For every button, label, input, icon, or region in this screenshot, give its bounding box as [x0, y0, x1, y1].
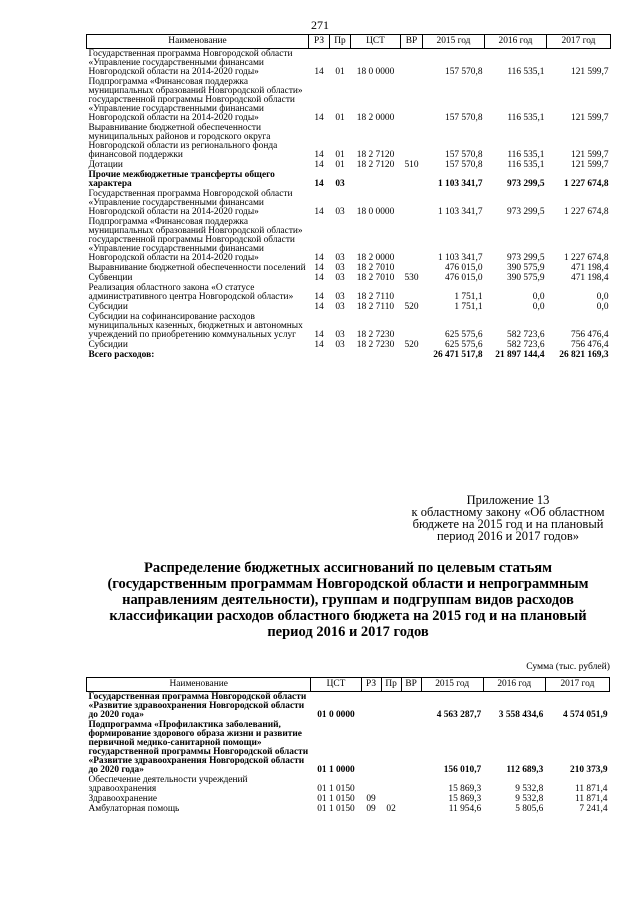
header-vr: ВР — [401, 678, 421, 692]
row-vr — [401, 794, 421, 804]
row-name: Субсидии на софинансирование расходов муниципальных казенных, бюджетных и автономных учреждений по приобретению коммунальных услуг — [88, 312, 303, 340]
row-2017: 0,0 — [596, 302, 609, 312]
row-rz — [309, 350, 330, 360]
table-row — [87, 123, 611, 160]
row-vr — [401, 720, 421, 775]
row-2015: 11 954,6 — [448, 804, 482, 814]
row-rz: 14 — [314, 207, 324, 217]
row-2017: 121 599,7 — [571, 113, 609, 123]
row-pr — [381, 775, 401, 794]
row-2017: 0,0 — [596, 292, 609, 302]
row-cst: 18 2 7110 — [356, 302, 395, 312]
row-cst: 01 1 0150 — [317, 804, 355, 814]
row-2017: 121 599,7 — [571, 67, 609, 77]
row-2016: 973 299,5 — [507, 179, 545, 189]
row-name: Подпрограмма «Профилактика заболеваний, формирование здорового образа жизни и развитие первичной медико-санитарной помощи» государственной программы Новгородской области «Развитие здравоохранения Новгородской области до 2020 года» — [88, 720, 309, 775]
row-name: Субсидии — [88, 302, 128, 312]
row-cst: 01 1 0150 — [317, 794, 355, 804]
row-2016: 5 805,6 — [515, 804, 544, 814]
row-2017: 7 241,4 — [579, 804, 608, 814]
row-2016: 112 689,3 — [506, 765, 544, 775]
row-2016: 390 575,9 — [507, 263, 545, 273]
header-2017: 2017 год — [547, 35, 611, 49]
row-vr — [401, 350, 423, 360]
row-vr — [401, 775, 421, 794]
row-2015: 1 103 341,7 — [437, 207, 483, 217]
table-row — [87, 350, 611, 360]
row-2015: 157 570,8 — [445, 160, 483, 170]
row-2017: 1 227 674,8 — [563, 207, 609, 217]
row-2017: 121 599,7 — [571, 160, 609, 170]
row-name: Подпрограмма «Финансовая поддержка муниципальных образований Новгородской области» государственной программы Новгородской области «Управление государственными финансами Новгородской области на 2014-2020 годы» — [88, 77, 303, 123]
row-2017: 121 599,7 — [571, 150, 609, 160]
row-name: Выравнивание бюджетной обеспеченности поселений — [88, 263, 306, 273]
row-pr: 03 — [335, 207, 345, 217]
row-cst: 18 2 7230 — [356, 330, 395, 340]
row-cst: 18 2 0000 — [356, 113, 395, 123]
row-2017: 471 198,4 — [571, 273, 609, 283]
row-2017: 1 227 674,8 — [563, 253, 609, 263]
row-cst: 01 0 0000 — [317, 710, 355, 720]
row-2017: 1 227 674,8 — [563, 179, 609, 189]
header-2016: 2016 год — [485, 35, 547, 49]
row-2017: 210 373,9 — [570, 765, 608, 775]
document-title: Распределение бюджетных ассигнований по целевым статьям (государственным программам Новгородской области и непрограммным направлениям деятельности), группам и подгруппам видов расходов классификации расходов областного бюджета на 2015 год и на плановый период 2016 и 2017 годов — [107, 560, 589, 640]
row-rz: 14 — [314, 302, 324, 312]
row-name: Государственная программа Новгородской области «Управление государственными финансами Новгородской области на 2014-2020 годы» — [88, 189, 293, 217]
header-vr: ВР — [401, 35, 423, 49]
row-2015: 156 010,7 — [443, 765, 482, 775]
row-cst: 18 0 0000 — [356, 67, 395, 77]
row-2015: 1 103 341,7 — [437, 179, 483, 189]
row-2015: 476 015,0 — [445, 263, 483, 273]
header-2015: 2015 год — [421, 678, 483, 692]
table-row — [87, 283, 611, 302]
header-name: Наименование — [87, 678, 311, 692]
row-2016: 582 723,6 — [507, 340, 545, 350]
row-pr: 03 — [335, 330, 345, 340]
row-2016: 9 532,8 — [515, 784, 544, 794]
row-2016: 0,0 — [532, 292, 545, 302]
row-cst: 18 2 7120 — [356, 160, 395, 170]
row-pr: 03 — [335, 302, 345, 312]
row-vr — [401, 170, 423, 189]
appendix-law: к областному закону «Об областном бюджете на 2015 год и на плановый период 2016 и 2017 годов» — [411, 505, 605, 543]
row-name: Амбулаторная помощь — [88, 804, 180, 814]
row-vr — [401, 804, 421, 814]
row-pr: 01 — [335, 150, 345, 160]
row-vr — [401, 217, 423, 263]
row-vr — [401, 312, 423, 340]
row-cst: 01 1 0000 — [317, 765, 355, 775]
table-row — [87, 77, 611, 123]
row-pr: 03 — [335, 179, 345, 189]
row-pr — [330, 350, 351, 360]
row-2015: 157 570,8 — [445, 67, 483, 77]
table-row — [87, 720, 610, 775]
row-cst: 18 2 7110 — [356, 292, 395, 302]
row-vr: 520 — [404, 340, 419, 350]
appendix-note — [403, 494, 613, 542]
row-rz: 09 — [366, 794, 376, 804]
row-rz: 14 — [314, 263, 324, 273]
table-row — [87, 775, 610, 794]
row-2016: 116 535,1 — [507, 67, 545, 77]
row-2017: 26 821 169,3 — [559, 350, 609, 360]
row-2015: 4 563 287,7 — [436, 710, 482, 720]
row-rz: 14 — [314, 273, 324, 283]
appendix-number: Приложение 13 — [466, 493, 550, 507]
row-rz: 14 — [314, 160, 324, 170]
row-2016: 9 532,8 — [515, 794, 544, 804]
row-2016: 116 535,1 — [507, 160, 545, 170]
row-vr — [401, 123, 423, 160]
header-pr: Пр — [381, 678, 401, 692]
row-2015: 15 869,3 — [448, 794, 482, 804]
row-cst — [351, 350, 401, 360]
row-pr: 03 — [335, 253, 345, 263]
row-pr: 01 — [335, 113, 345, 123]
table-row — [87, 340, 611, 350]
row-cst: 18 2 7230 — [356, 340, 395, 350]
row-2015: 1 751,1 — [454, 292, 483, 302]
row-rz: 14 — [314, 330, 324, 340]
table-header-row — [87, 678, 610, 692]
row-pr: 02 — [386, 804, 396, 814]
row-2016: 973 299,5 — [507, 253, 545, 263]
table-row — [87, 170, 611, 189]
row-pr: 03 — [335, 292, 345, 302]
table-row — [87, 49, 611, 78]
row-pr: 03 — [335, 263, 345, 273]
row-pr: 03 — [335, 273, 345, 283]
row-2015: 26 471 517,8 — [433, 350, 483, 360]
table-row — [87, 794, 610, 804]
row-rz: 14 — [314, 150, 324, 160]
header-2015: 2015 год — [423, 35, 485, 49]
table-row — [87, 692, 610, 721]
row-2016: 116 535,1 — [507, 150, 545, 160]
row-cst: 18 2 7120 — [356, 150, 395, 160]
row-2017: 471 198,4 — [571, 263, 609, 273]
header-cst: ЦСТ — [311, 678, 361, 692]
row-pr — [381, 794, 401, 804]
table-row — [87, 263, 611, 273]
row-vr: 530 — [404, 273, 419, 283]
row-2017: 4 574 051,9 — [562, 710, 608, 720]
budget-table-2 — [86, 677, 610, 814]
table-row — [87, 302, 611, 312]
row-2015: 625 575,6 — [445, 340, 483, 350]
row-name: Подпрограмма «Финансовая поддержка муниципальных образований Новгородской области» государственной программы Новгородской области «Управление государственными финансами Новгородской области на 2014-2020 годы» — [88, 217, 303, 263]
row-vr — [401, 283, 423, 302]
row-2017: 11 871,4 — [575, 784, 608, 794]
row-2017: 756 476,4 — [571, 340, 609, 350]
row-name: Государственная программа Новгородской области «Развитие здравоохранения Новгородской области до 2020 года» — [88, 692, 307, 720]
row-pr: 03 — [335, 340, 345, 350]
units-label: Сумма (тыс. рублей) — [526, 661, 610, 672]
header-rz: РЗ — [309, 35, 330, 49]
row-cst: 18 2 7010 — [356, 263, 395, 273]
table-header-row — [87, 35, 611, 49]
row-2015: 157 570,8 — [445, 113, 483, 123]
row-rz — [361, 775, 381, 794]
row-rz — [361, 692, 381, 721]
row-cst — [351, 170, 401, 189]
row-2016: 3 558 434,6 — [498, 710, 544, 720]
row-2016: 582 723,6 — [507, 330, 545, 340]
row-cst: 01 1 0150 — [317, 784, 355, 794]
row-name: Государственная программа Новгородской области «Управление государственными финансами Новгородской области на 2014-2020 годы» — [88, 49, 293, 77]
row-rz: 14 — [314, 67, 324, 77]
row-vr — [401, 49, 423, 78]
row-2015: 1 751,1 — [454, 302, 483, 312]
row-pr: 01 — [335, 160, 345, 170]
table-row — [87, 804, 610, 814]
row-2016: 390 575,9 — [507, 273, 545, 283]
row-rz: 14 — [314, 253, 324, 263]
row-cst: 18 2 0000 — [356, 253, 395, 263]
header-pr: Пр — [330, 35, 351, 49]
row-rz: 14 — [314, 179, 324, 189]
row-vr — [401, 263, 423, 273]
row-2015: 1 103 341,7 — [437, 253, 483, 263]
table-row — [87, 217, 611, 263]
row-2015: 15 869,3 — [448, 784, 482, 794]
table-row — [87, 273, 611, 283]
header-2017: 2017 год — [545, 678, 609, 692]
row-rz: 14 — [314, 292, 324, 302]
page-number: 271 — [311, 18, 329, 32]
row-vr: 510 — [404, 160, 419, 170]
budget-table-1 — [86, 34, 611, 360]
row-pr: 01 — [335, 67, 345, 77]
header-name: Наименование — [87, 35, 309, 49]
header-2016: 2016 год — [483, 678, 545, 692]
row-2015: 157 570,8 — [445, 150, 483, 160]
row-2015: 625 575,6 — [445, 330, 483, 340]
table-row — [87, 189, 611, 217]
row-name: Прочие межбюджетные трансферты общего характера — [88, 170, 275, 189]
row-vr — [401, 77, 423, 123]
table-row — [87, 160, 611, 170]
row-cst: 18 0 0000 — [356, 207, 395, 217]
row-2016: 116 535,1 — [507, 113, 545, 123]
row-rz: 09 — [366, 804, 376, 814]
table-row — [87, 312, 611, 340]
header-cst: ЦСТ — [351, 35, 401, 49]
row-pr — [381, 692, 401, 721]
row-vr — [401, 189, 423, 217]
row-pr — [381, 720, 401, 775]
row-name: Здравоохранение — [88, 794, 157, 804]
row-2017: 756 476,4 — [571, 330, 609, 340]
row-2017: 11 871,4 — [575, 794, 608, 804]
row-name: Всего расходов: — [88, 350, 155, 360]
header-rz: РЗ — [361, 678, 381, 692]
row-2016: 973 299,5 — [507, 207, 545, 217]
row-rz: 14 — [314, 340, 324, 350]
row-vr: 520 — [404, 302, 419, 312]
row-vr — [401, 692, 421, 721]
row-name: Реализация областного закона «О статусе административного центра Новгородской области» — [88, 283, 294, 302]
row-2016: 21 897 144,4 — [495, 350, 545, 360]
row-cst: 18 2 7010 — [356, 273, 395, 283]
row-name: Субвенции — [88, 273, 133, 283]
row-rz — [361, 720, 381, 775]
row-2015: 476 015,0 — [445, 273, 483, 283]
row-rz: 14 — [314, 113, 324, 123]
row-name: Дотации — [88, 160, 123, 170]
row-name: Выравнивание бюджетной обеспеченности муниципальных районов и городского округа Новгородской области из регионального фонда финансовой поддержки — [88, 123, 278, 160]
row-name: Обеспечение деятельности учреждений здравоохранения — [88, 775, 248, 794]
row-2016: 0,0 — [532, 302, 545, 312]
row-name: Субсидии — [88, 340, 128, 350]
